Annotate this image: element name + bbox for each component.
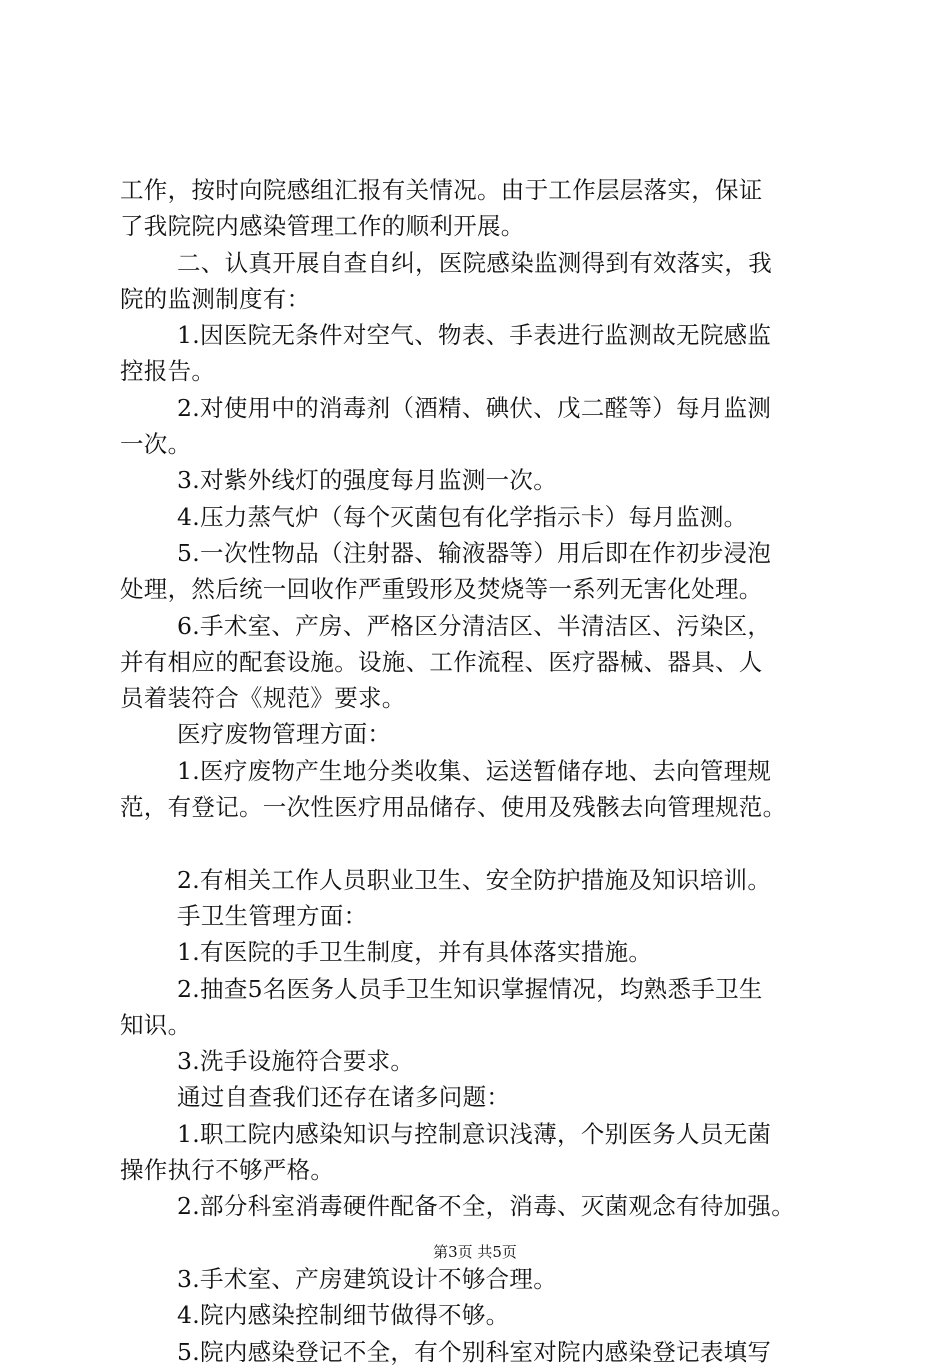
page-number-footer: 第3页 共5页	[433, 1243, 517, 1261]
list-item-line: 2.对使用中的消毒剂（酒精、碘伏、戊二醛等）每月监测	[177, 393, 772, 422]
paragraph-line: 院的监测制度有：	[120, 284, 311, 313]
list-item-line: 5.院内感染登记不全，有个别科室对院内感染登记表填写	[177, 1337, 772, 1366]
blank-line	[120, 825, 832, 861]
list-item-line: 一次。	[120, 430, 192, 459]
list-item-line: 3.洗手设施符合要求。	[177, 1047, 415, 1076]
list-item-line: 知识。	[120, 1010, 192, 1039]
list-item-line: 5.一次性物品（注射器、输液器等）用后即在作初步浸泡	[177, 538, 772, 567]
list-item-line: 3.对紫外线灯的强度每月监测一次。	[177, 466, 558, 495]
section-heading-line: 医疗废物管理方面：	[177, 720, 392, 749]
list-item-line: 范，有登记。一次性医疗用品储存、使用及残骸去向管理规范。	[120, 793, 787, 822]
list-item-line: 2.抽查5名医务人员手卫生知识掌握情况，均熟悉手卫生	[177, 974, 763, 1003]
list-item-line: 4.院内感染控制细节做得不够。	[177, 1301, 510, 1330]
list-item-line: 1.因医院无条件对空气、物表、手表进行监测故无院感监	[177, 321, 772, 350]
list-item-line: 控报告。	[120, 357, 216, 386]
list-item-line: 2.部分科室消毒硬件配备不全，消毒、灭菌观念有待加强。	[177, 1192, 796, 1221]
list-item-line: 4.压力蒸气炉（每个灭菌包有化学指示卡）每月监测。	[177, 502, 748, 531]
list-item-line: 6.手术室、产房、严格区分清洁区、半清洁区、污染区，	[177, 611, 772, 640]
list-item-line: 并有相应的配套设施。设施、工作流程、医疗器械、器具、人	[120, 647, 763, 676]
list-item-line: 2.有相关工作人员职业卫生、安全防护措施及知识培训。	[177, 865, 772, 894]
list-item-line: 操作执行不够严格。	[120, 1156, 335, 1185]
list-item-line: 1.有医院的手卫生制度，并有具体落实措施。	[177, 938, 653, 967]
section-heading-line: 二、认真开展自查自纠，医院感染监测得到有效落实，我	[177, 248, 772, 277]
paragraph-line: 工作，按时向院感组汇报有关情况。由于工作层层落实，保证	[120, 176, 763, 204]
list-item-line: 处理，然后统一回收作严重毁形及焚烧等一系列无害化处理。	[120, 575, 763, 604]
list-item-line: 3.手术室、产房建筑设计不够合理。	[177, 1264, 558, 1293]
section-heading-line: 手卫生管理方面：	[177, 901, 368, 930]
list-item-line: 1.医疗废物产生地分类收集、运送暂储存地、去向管理规	[177, 756, 772, 785]
section-heading-line: 通过自查我们还存在诸多问题：	[177, 1083, 511, 1112]
document-body	[120, 172, 832, 1370]
paragraph-line: 了我院院内感染管理工作的顺利开展。	[120, 212, 525, 241]
list-item-line: 1.职工院内感染知识与控制意识浅薄，个别医务人员无菌	[177, 1119, 772, 1148]
list-item-line: 员着装符合《规范》要求。	[120, 684, 406, 713]
